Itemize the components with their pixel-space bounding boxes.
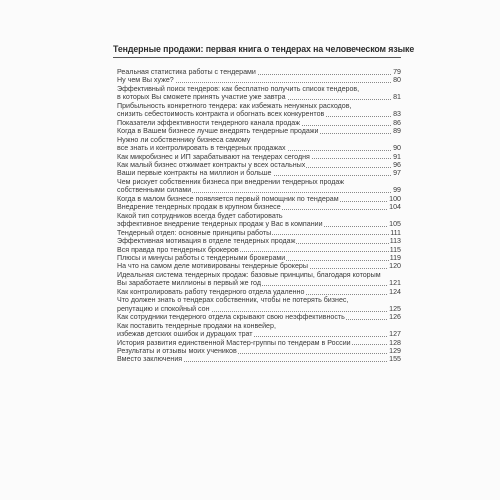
toc-page-number: 99 xyxy=(393,186,401,195)
toc-line xyxy=(117,212,401,220)
toc-entry-title: Вместо заключения xyxy=(117,355,183,364)
toc-entry-title: Показатели эффективности тендерного канала продаж xyxy=(117,118,300,127)
toc-line xyxy=(117,178,401,186)
toc-entry-title: эффективное внедрение тендерных продаж у Вас в компании xyxy=(117,220,323,229)
toc-entry-title: Как малый бизнес отжимает контракты у всех остальных xyxy=(117,160,306,169)
toc-entry xyxy=(117,102,401,119)
toc-entry-title: Плюсы и минусы работы с тендерными брокерами xyxy=(117,253,286,262)
toc-line xyxy=(117,254,401,262)
toc-entry-title: Тендерный отдел: основные принципы работы xyxy=(117,228,272,237)
toc-entry-title: На что на самом деле мотивированы тендерные брокеры xyxy=(117,262,308,271)
toc-entry-title: Идеальная система тендерных продаж: базовые принципы, благодаря которым xyxy=(117,270,381,279)
toc-line xyxy=(117,144,401,152)
toc-page-number: 129 xyxy=(389,346,401,355)
toc-entry-title: снизить себестоимость контракта и обогнать всех конкурентов xyxy=(117,110,325,119)
toc-page-number: 104 xyxy=(389,203,401,212)
toc-page-number: 127 xyxy=(389,330,401,339)
toc-entry-title: Ваши первые контракты на миллион и больше xyxy=(117,169,272,178)
toc-line xyxy=(117,305,401,313)
toc-entry xyxy=(117,203,401,211)
toc-entry xyxy=(117,271,401,288)
toc-entry xyxy=(117,127,401,135)
toc-entry-title: Вся правда про тендерных брокеров xyxy=(117,245,239,254)
toc-line xyxy=(117,296,401,304)
toc-line xyxy=(117,237,401,245)
toc-entry xyxy=(117,153,401,161)
toc-page-number: 119 xyxy=(389,253,401,262)
toc-entry-title: Реальная статистика работы с тендерами xyxy=(117,68,256,76)
toc-entry xyxy=(117,161,401,169)
toc-entry xyxy=(117,178,401,195)
toc-page-number: 97 xyxy=(393,169,401,178)
toc-entry-title: все знать и контролировать в тендерных продажах xyxy=(117,144,286,153)
toc-entry-title: Вы заработаете миллионы в первый же год xyxy=(117,279,261,288)
toc-entry xyxy=(117,119,401,127)
toc-entry xyxy=(117,355,401,363)
toc-entry-title: Когда в Вашем бизнесе лучше внедрять тендерные продажи xyxy=(117,127,319,136)
toc-page-number: 124 xyxy=(389,287,401,296)
toc-entry-title: Как микробизнес и ИП зарабатывают на тендерах сегодня xyxy=(117,152,310,161)
toc-entry-title: в которых Вы сможете принять участие уже завтра xyxy=(117,93,286,102)
toc-entry-title: История развития единственной Мастер-группы по тендерам в России xyxy=(117,338,351,347)
toc-line xyxy=(117,322,401,330)
toc-entry-title: репутацию и спокойный сон xyxy=(117,304,210,313)
toc-line xyxy=(117,288,401,296)
toc-page-number: 128 xyxy=(389,338,401,347)
toc-entry xyxy=(117,254,401,262)
toc-line xyxy=(117,169,401,177)
toc-page-number: 91 xyxy=(393,152,401,161)
running-title: Тендерные продажи: первая книга о тендерах на человеческом языке xyxy=(113,44,415,54)
toc-entry xyxy=(117,85,401,102)
toc-page-number: 81 xyxy=(393,93,401,102)
toc-entry-title: Эффективная мотивация в отделе тендерных продаж xyxy=(117,237,296,246)
toc-line xyxy=(117,279,401,287)
toc-line xyxy=(117,330,401,338)
toc-entry xyxy=(117,262,401,270)
toc-page-number: 155 xyxy=(389,355,401,364)
toc-entry xyxy=(117,169,401,177)
toc-entry-title: Как поставить тендерные продажи на конвейер, xyxy=(117,321,276,330)
toc-entry-title: Эффективный поиск тендеров: как бесплатно получить список тендеров, xyxy=(117,84,360,93)
toc-line xyxy=(117,220,401,228)
toc-page-number: 79 xyxy=(393,68,401,76)
toc-entry xyxy=(117,195,401,203)
page-header xyxy=(113,44,413,54)
toc-line xyxy=(117,313,401,321)
toc-entry xyxy=(117,68,401,76)
toc-page-number: 126 xyxy=(389,313,401,322)
toc-entry-title: избежав детских ошибок и дурацких трат xyxy=(117,330,253,339)
toc-entry xyxy=(117,313,401,321)
toc-entry xyxy=(117,322,401,339)
toc-line xyxy=(117,93,401,101)
toc-entry-title: Внедрение тендерных продаж в крупном бизнесе xyxy=(117,203,281,212)
toc-line xyxy=(117,186,401,194)
toc-page-number: 90 xyxy=(393,144,401,153)
toc-entry-title: Прибыльность конкретного тендера: как избежать ненужных расходов, xyxy=(117,101,352,110)
toc-page-number: 96 xyxy=(393,160,401,169)
toc-entry xyxy=(117,229,401,237)
toc-page-number: 105 xyxy=(389,220,401,229)
table-of-contents xyxy=(117,68,401,364)
toc-line xyxy=(117,153,401,161)
toc-line xyxy=(117,102,401,110)
toc-line xyxy=(117,76,401,84)
toc-line xyxy=(117,203,401,211)
toc-entry-title: собственными силами xyxy=(117,186,192,195)
toc-page-number: 100 xyxy=(389,194,401,203)
toc-page-number: 86 xyxy=(393,118,401,127)
toc-entry-title: Чем рискует собственник бизнеса при внедрении тендерных продаж xyxy=(117,177,345,186)
toc-page-number: 125 xyxy=(389,304,401,313)
toc-entry xyxy=(117,347,401,355)
toc-entry xyxy=(117,339,401,347)
toc-entry xyxy=(117,136,401,153)
toc-entry xyxy=(117,212,401,229)
toc-line xyxy=(117,355,401,363)
toc-page-number: 113 xyxy=(389,237,401,246)
toc-line xyxy=(117,119,401,127)
toc-entry xyxy=(117,288,401,296)
toc-page-number: 89 xyxy=(393,127,401,136)
toc-line xyxy=(117,246,401,254)
toc-entry xyxy=(117,296,401,313)
toc-page-number: 111 xyxy=(390,228,401,237)
toc-page-number: 83 xyxy=(393,110,401,119)
toc-entry xyxy=(117,246,401,254)
toc-page-number: 121 xyxy=(389,279,401,288)
toc-entry-title: Какой тип сотрудников всегда будет саботировать xyxy=(117,211,283,220)
toc-entry-title: Ну чем Вы хуже? xyxy=(117,76,174,85)
toc-page-number: 80 xyxy=(393,76,401,85)
toc-entry xyxy=(117,237,401,245)
toc-line xyxy=(117,195,401,203)
toc-line xyxy=(117,262,401,270)
toc-page-number: 120 xyxy=(389,262,401,271)
toc-entry-title: Результаты и отзывы моих учеников xyxy=(117,346,237,355)
toc-line xyxy=(117,161,401,169)
toc-line xyxy=(117,127,401,135)
toc-entry-title: Когда в малом бизнесе появляется первый помощник по тендерам xyxy=(117,194,339,203)
toc-line xyxy=(117,68,401,76)
toc-entry-title: Как сотрудники тендерного отдела скрывают свою неэффективность xyxy=(117,313,345,322)
toc-entry-title: Что должен знать о тендерах собственник, чтобы не потерять бизнес, xyxy=(117,296,349,305)
toc-entry-title: Как контролировать работу тендерного отдела удаленно xyxy=(117,287,305,296)
toc-line xyxy=(117,347,401,355)
toc-entry xyxy=(117,76,401,84)
toc-line xyxy=(117,271,401,279)
toc-line xyxy=(117,339,401,347)
toc-line xyxy=(117,110,401,118)
toc-line xyxy=(117,229,401,237)
toc-line xyxy=(117,85,401,93)
toc-entry-title: Нужно ли собственнику бизнеса самому xyxy=(117,135,251,144)
toc-line xyxy=(117,136,401,144)
header-rule xyxy=(113,57,401,58)
toc-page-number: 115 xyxy=(389,245,401,254)
